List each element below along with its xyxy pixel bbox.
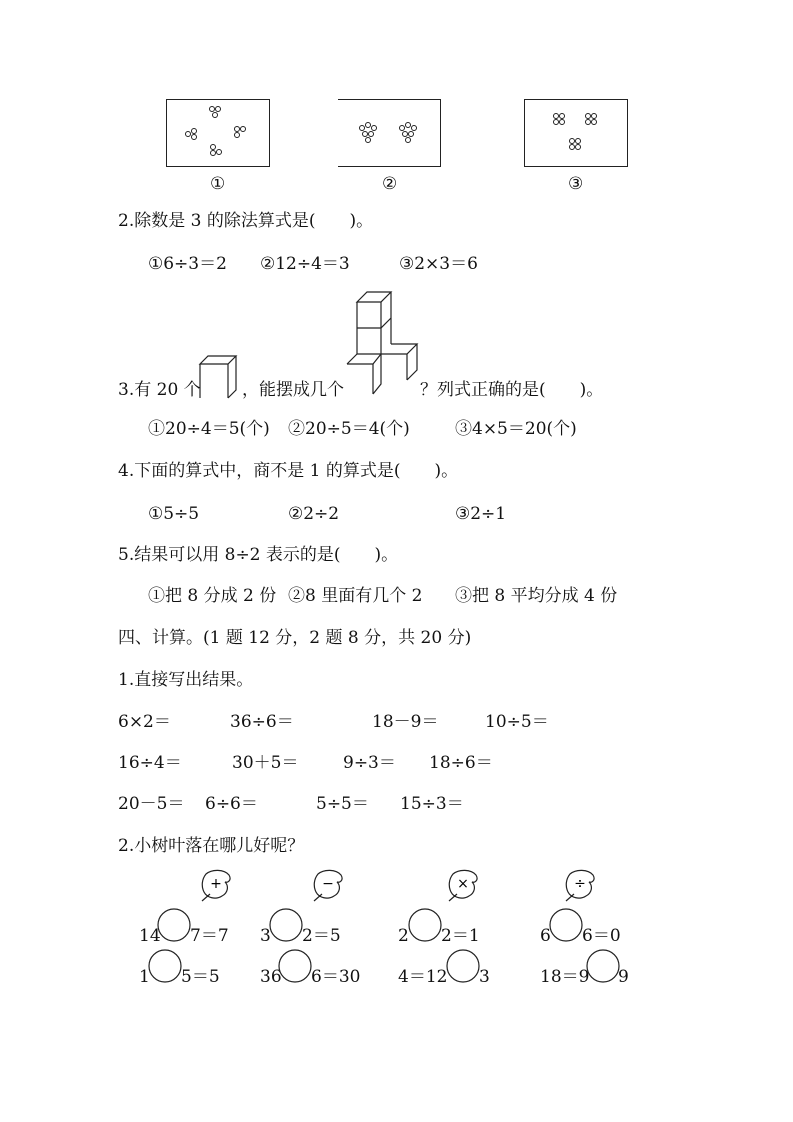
cube-stack-picture <box>345 288 421 398</box>
blank-left: 36 <box>260 967 282 987</box>
leaf-sign: + <box>210 876 222 892</box>
calc-item: 16÷4＝ <box>118 753 182 773</box>
q2-option-1: ①6÷3＝2 <box>148 254 227 274</box>
blank-circle[interactable] <box>446 949 480 983</box>
part-1-title: 1.直接写出结果。 <box>118 670 254 690</box>
blank-circle[interactable] <box>148 949 182 983</box>
leaf-minus-icon <box>310 868 346 902</box>
figure-label-1: ① <box>210 174 226 194</box>
circle-groups-figure-2 <box>338 100 440 166</box>
blank-circle[interactable] <box>157 908 191 942</box>
blank-circle[interactable] <box>278 949 312 983</box>
figure-box-2 <box>338 99 441 167</box>
q4-option-2: ②2÷2 <box>288 504 340 524</box>
blank-right: 2＝5 <box>302 926 341 946</box>
blank-circle[interactable] <box>408 908 442 942</box>
q3-stem-part2: ，能摆成几个 <box>242 380 344 400</box>
blank-right: 2＝1 <box>441 926 480 946</box>
q4-option-3: ③2÷1 <box>455 504 507 524</box>
leaf-sign: ÷ <box>574 876 586 892</box>
leaf-divide-icon <box>562 868 598 902</box>
q5-stem: 5.结果可以用 8÷2 表示的是( )。 <box>118 545 399 565</box>
blank-right: 9 <box>618 967 629 987</box>
blank-left: 18＝9 <box>540 967 590 987</box>
blank-right: 3 <box>479 967 490 987</box>
blank-right: 6＝0 <box>582 926 621 946</box>
figure-label-3: ③ <box>568 174 584 194</box>
q3-stem-part1: 3.有 20 个 <box>118 380 201 400</box>
q4-stem: 4.下面的算式中，商不是 1 的算式是( )。 <box>118 461 459 481</box>
calc-item: 15÷3＝ <box>400 794 464 814</box>
blank-right: 6＝30 <box>311 967 361 987</box>
calc-item: 6÷6＝ <box>205 794 258 814</box>
q3-option-1: ①20÷4＝5(个) <box>148 419 270 439</box>
figure-box-3 <box>524 99 628 167</box>
q3-option-2: ②20÷5＝4(个) <box>288 419 410 439</box>
blank-right: 5＝5 <box>181 967 220 987</box>
figure-label-2: ② <box>382 174 398 194</box>
circle-groups-figure-3 <box>525 100 627 166</box>
calc-item: 9÷3＝ <box>343 753 396 773</box>
q2-stem: 2.除数是 3 的除法算式是( )。 <box>118 211 374 231</box>
calc-item: 30＋5＝ <box>232 753 299 773</box>
calc-item: 36÷6＝ <box>230 712 294 732</box>
q5-option-3: ③把 8 平均分成 4 份 <box>455 586 618 606</box>
section-4-title: 四、计算。(1 题 12 分，2 题 8 分，共 20 分) <box>118 628 472 648</box>
blank-circle[interactable] <box>549 908 583 942</box>
q4-option-1: ①5÷5 <box>148 504 200 524</box>
blank-left: 2 <box>398 926 409 946</box>
q2-option-3: ③2×3＝6 <box>399 254 478 274</box>
leaf-times-icon <box>445 868 481 902</box>
q3-option-3: ③4×5＝20(个) <box>455 419 577 439</box>
calc-item: 20－5＝ <box>118 794 185 814</box>
q3-stem-part3: ？列式正确的是( )。 <box>420 380 604 400</box>
blank-circle[interactable] <box>586 949 620 983</box>
calc-item: 5÷5＝ <box>316 794 369 814</box>
blank-left: 1 <box>139 967 150 987</box>
blank-left: 6 <box>540 926 551 946</box>
calc-item: 10÷5＝ <box>485 712 549 732</box>
leaf-sign: − <box>322 876 334 892</box>
calc-item: 6×2＝ <box>118 712 171 732</box>
circle-groups-figure-1 <box>167 100 269 166</box>
q5-option-2: ②8 里面有几个 2 <box>288 586 423 606</box>
part-2-title: 2.小树叶落在哪儿好呢？ <box>118 836 305 856</box>
q5-option-1: ①把 8 分成 2 份 <box>148 586 277 606</box>
calc-item: 18÷6＝ <box>429 753 493 773</box>
leaf-plus-icon <box>198 868 234 902</box>
blank-left: 4＝12 <box>398 967 448 987</box>
calc-item: 18－9＝ <box>372 712 439 732</box>
blank-left: 14 <box>139 926 161 946</box>
leaf-sign: × <box>457 876 469 892</box>
blank-circle[interactable] <box>269 908 303 942</box>
figure-box-1 <box>166 99 270 167</box>
blank-left: 3 <box>260 926 271 946</box>
q2-option-2: ②12÷4＝3 <box>260 254 350 274</box>
blank-right: 7＝7 <box>190 926 229 946</box>
cube-frame-picture <box>198 354 238 400</box>
